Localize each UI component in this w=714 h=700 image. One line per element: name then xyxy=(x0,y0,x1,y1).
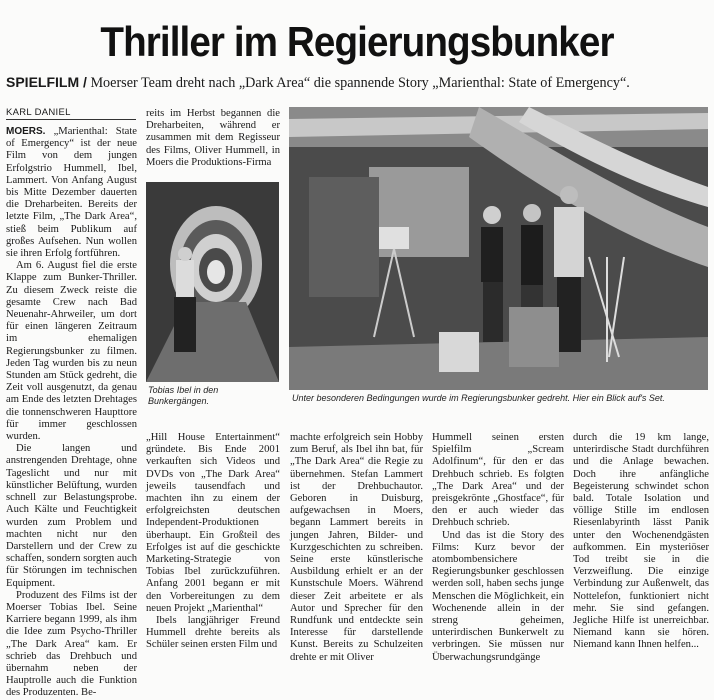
paragraph: Ibels langjähriger Freund Hummell drehte bereits als Schüler seinen ersten Film und xyxy=(146,615,280,651)
film-set-image xyxy=(289,107,708,390)
paragraph: Und das ist die Story des Films: Kurz bevor der atombombensichere Regierungsbunker geschlossen werden soll, haben sechs junge Menschen die Möglichkeit, ein Wochenende allein in der streng geheimen, unterirdischen Bunkerwelt zu verbringen. Sie müssen nur Überwachungsrundgänge xyxy=(432,529,564,663)
photo-bunker-corridor xyxy=(146,182,279,382)
paragraph: „Marienthal: State of Emergency“ ist der neue Film von dem jungen Erfolgstrio Hummell, Ibel, Lammert. Von Anfang August bis Mitte Dezember dauerten die Dreharbeiten. Bereits der letzte Film, „The Dark Area“, stieß beim Publikum auf großes Aufsehen. Nun wollen sie ihren Erfolg fortführen. xyxy=(6,126,137,260)
paragraph: reits im Herbst begannen die Dreharbeiten, während er zusammen mit dem Regisseur des Films, Oliver Hummell, in Moers die Produktions-Firma xyxy=(146,108,280,168)
article-column-4 xyxy=(432,432,564,664)
paragraph: Am 6. August fiel die erste Klappe zum Bunker-Thriller. Zu diesem Zweck reiste die gesamte Crew nach Bad Neuenahr-Ahrweiler, um dort für einen längeren Zeitraum im ehemaligen Regierungsbunker zu filmen. Jeden Tag wurden bis zu neun Stunden am Stück gedreht, die Zeit voll ausgenutzt, da genau am Ende des letzten Drehtages die tonnenschweren Haupttore für immer geschlossen wurden. xyxy=(6,260,137,443)
headline: Thriller im Regierungsbunker xyxy=(100,18,614,65)
article-column-2-top xyxy=(146,108,280,169)
dateline: MOERS. xyxy=(6,126,46,137)
paragraph: Produzent des Films ist der Moerser Tobias Ibel. Seine Karriere begann 1999, als ihm die Idee zum Psycho-Thriller „The Dark Area“ kam. Er schrieb das Drehbuch und übernahm neben der Hauptrolle auch die Funktion des Produzenten. Be- xyxy=(6,589,137,699)
author-byline: KARL DANIEL xyxy=(6,107,71,118)
article-column-2-bottom xyxy=(146,432,280,652)
paragraph: machte erfolgreich sein Hobby zum Beruf, als Ibel ihn bat, für „The Dark Area“ die Regie zu übernehmen. Stefan Lammert ist der Drehbuchautor. Geboren in Duisburg, aufgewachsen in Moers, begann Lammert bereits in jungen Jahren, Bilder- und Kurzgeschichten zu schreiben. Seine erste künstlerische Ausbildung erhielt er an der Kunstschule Moers. Während dieser Zeit arbeitete er als Autor und Sprecher für den Rundfunk und entdeckte sein Interesse für darstellende Kunst. Bereits zu Schulzeiten drehte er mit Oliver xyxy=(290,432,423,663)
photo-caption-right: Unter besonderen Bedingungen wurde im Regierungsbunker gedreht. Hier ein Blick auf's Set. xyxy=(292,393,665,403)
subheadline xyxy=(6,74,711,92)
article-column-3 xyxy=(290,432,423,664)
article-column-1 xyxy=(6,126,137,700)
photo-film-set xyxy=(289,107,708,390)
paragraph: durch die 19 km lange, unterirdische Stadt durchführen und die Anlage bewachen. Doch ihre anfängliche Begeisterung schwindet schon bald. Totale Isolation und völlige Stille im endlosen Riesenlabyrinth lässt Panik unter den Wochenendgästen aufkommen. Ein mysteriöser Tod treibt sie in die Verzweiflung. Die einzige Verbindung zur Außenwelt, das Nottelefon, funktioniert nicht mehr. Sie sind gefangen. Jegliche Hilfe ist unerreichbar. Niemand kann sie hören. Niemand kann Ihnen helfen... xyxy=(573,432,709,651)
subheadline-text: Moerser Team dreht nach „Dark Area“ die spannende Story „Marienthal: State of Emergency“. xyxy=(86,75,630,91)
kicker: SPIELFILM / xyxy=(6,74,87,90)
bunker-corridor-image xyxy=(146,182,279,382)
byline-rule xyxy=(6,119,136,120)
paragraph: Die langen und anstrengenden Drehtage, ohne Tageslicht und nur mit künstlicher Belüftung, wurden schnell zur Belastungsprobe. Auch Kälte und Feuchtigkeit wurden zum Problem und machten nicht nur den Darstellern und der Crew zu schaffen, sondern sorgten auch für Störungen im technischen Equipment. xyxy=(6,443,137,589)
article-column-5 xyxy=(573,432,709,652)
paragraph: Hummell seinen ersten Spielfilm „Scream Adolfinum“, für den er das Drehbuch schrieb. Es folgten „The Dark Area“ und der preisgekrönte „Ghostface“, für den er auch wieder das Drehbuch schrieb. xyxy=(432,432,564,529)
photo-caption-left: Tobias Ibel in den Bunkergängen. xyxy=(148,385,219,406)
paragraph: „Hill House Entertainment“ gründete. Bis Ende 2001 verkauften sich Videos und DVDs von „The Dark Area“ jeweils tausendfach und machten ihn zu einem der erfolgreichsten deutschen Independent-Produktionen überhaupt. Ein Großteil des Erfolges ist auf die geschickte Marketing-Strategie von Tobias Ibel zurückzuführen. Anfang 2001 begann er mit den Vorbereitungen zu dem neuen Projekt „Marienthal“ xyxy=(146,432,280,614)
